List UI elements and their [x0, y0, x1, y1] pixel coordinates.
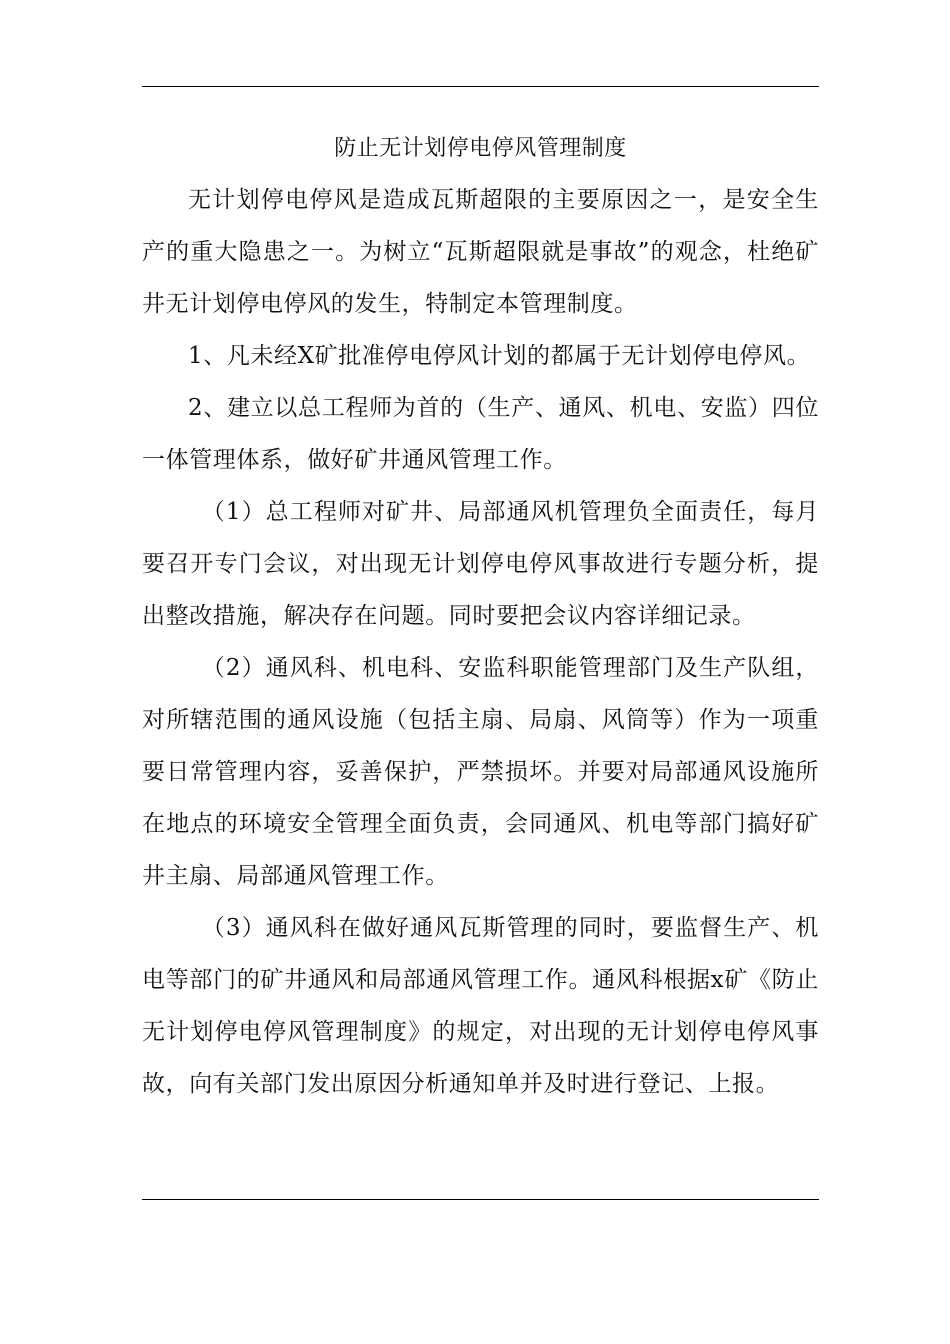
paragraph-item-2: 2、建立以总工程师为首的（生产、通风、机电、安监）四位一体管理体系，做好矿井通风管理工作。	[142, 395, 819, 473]
footer-rule	[142, 1199, 819, 1200]
document-title: 防止无计划停电停风管理制度	[334, 136, 627, 161]
document-body	[142, 124, 819, 1110]
paragraph-intro: 无计划停电停风是造成瓦斯超限的主要原因之一，是安全生产的重大隐患之一。为树立“瓦斯超限就是事故”的观念，杜绝矿井无计划停电停风的发生，特制定本管理制度。	[142, 187, 819, 317]
paragraph-subitem-2: （2）通风科、机电科、安监科职能管理部门及生产队组，对所辖范围的通风设施（包括主扇、局扇、风筒等）作为一项重要日常管理内容，妥善保护，严禁损坏。并要对局部通风设施所在地点的环境安全管理全面负责，会同通风、机电等部门搞好矿井主扇、局部通风管理工作。	[142, 655, 819, 889]
paragraph-item-1: 1、凡未经X矿批准停电停风计划的都属于无计划停电停风。	[188, 343, 811, 369]
paragraph-subitem-3: （3）通风科在做好通风瓦斯管理的同时，要监督生产、机电等部门的矿井通风和局部通风管理工作。通风科根据x矿《防止无计划停电停风管理制度》的规定，对出现的无计划停电停风事故，向有关部门发出原因分析通知单并及时进行登记、上报。	[142, 915, 819, 1097]
header-rule	[142, 86, 819, 87]
paragraph-subitem-1: （1）总工程师对矿井、局部通风机管理负全面责任，每月要召开专门会议，对出现无计划停电停风事故进行专题分析，提出整改措施，解决存在问题。同时要把会议内容详细记录。	[142, 499, 819, 629]
